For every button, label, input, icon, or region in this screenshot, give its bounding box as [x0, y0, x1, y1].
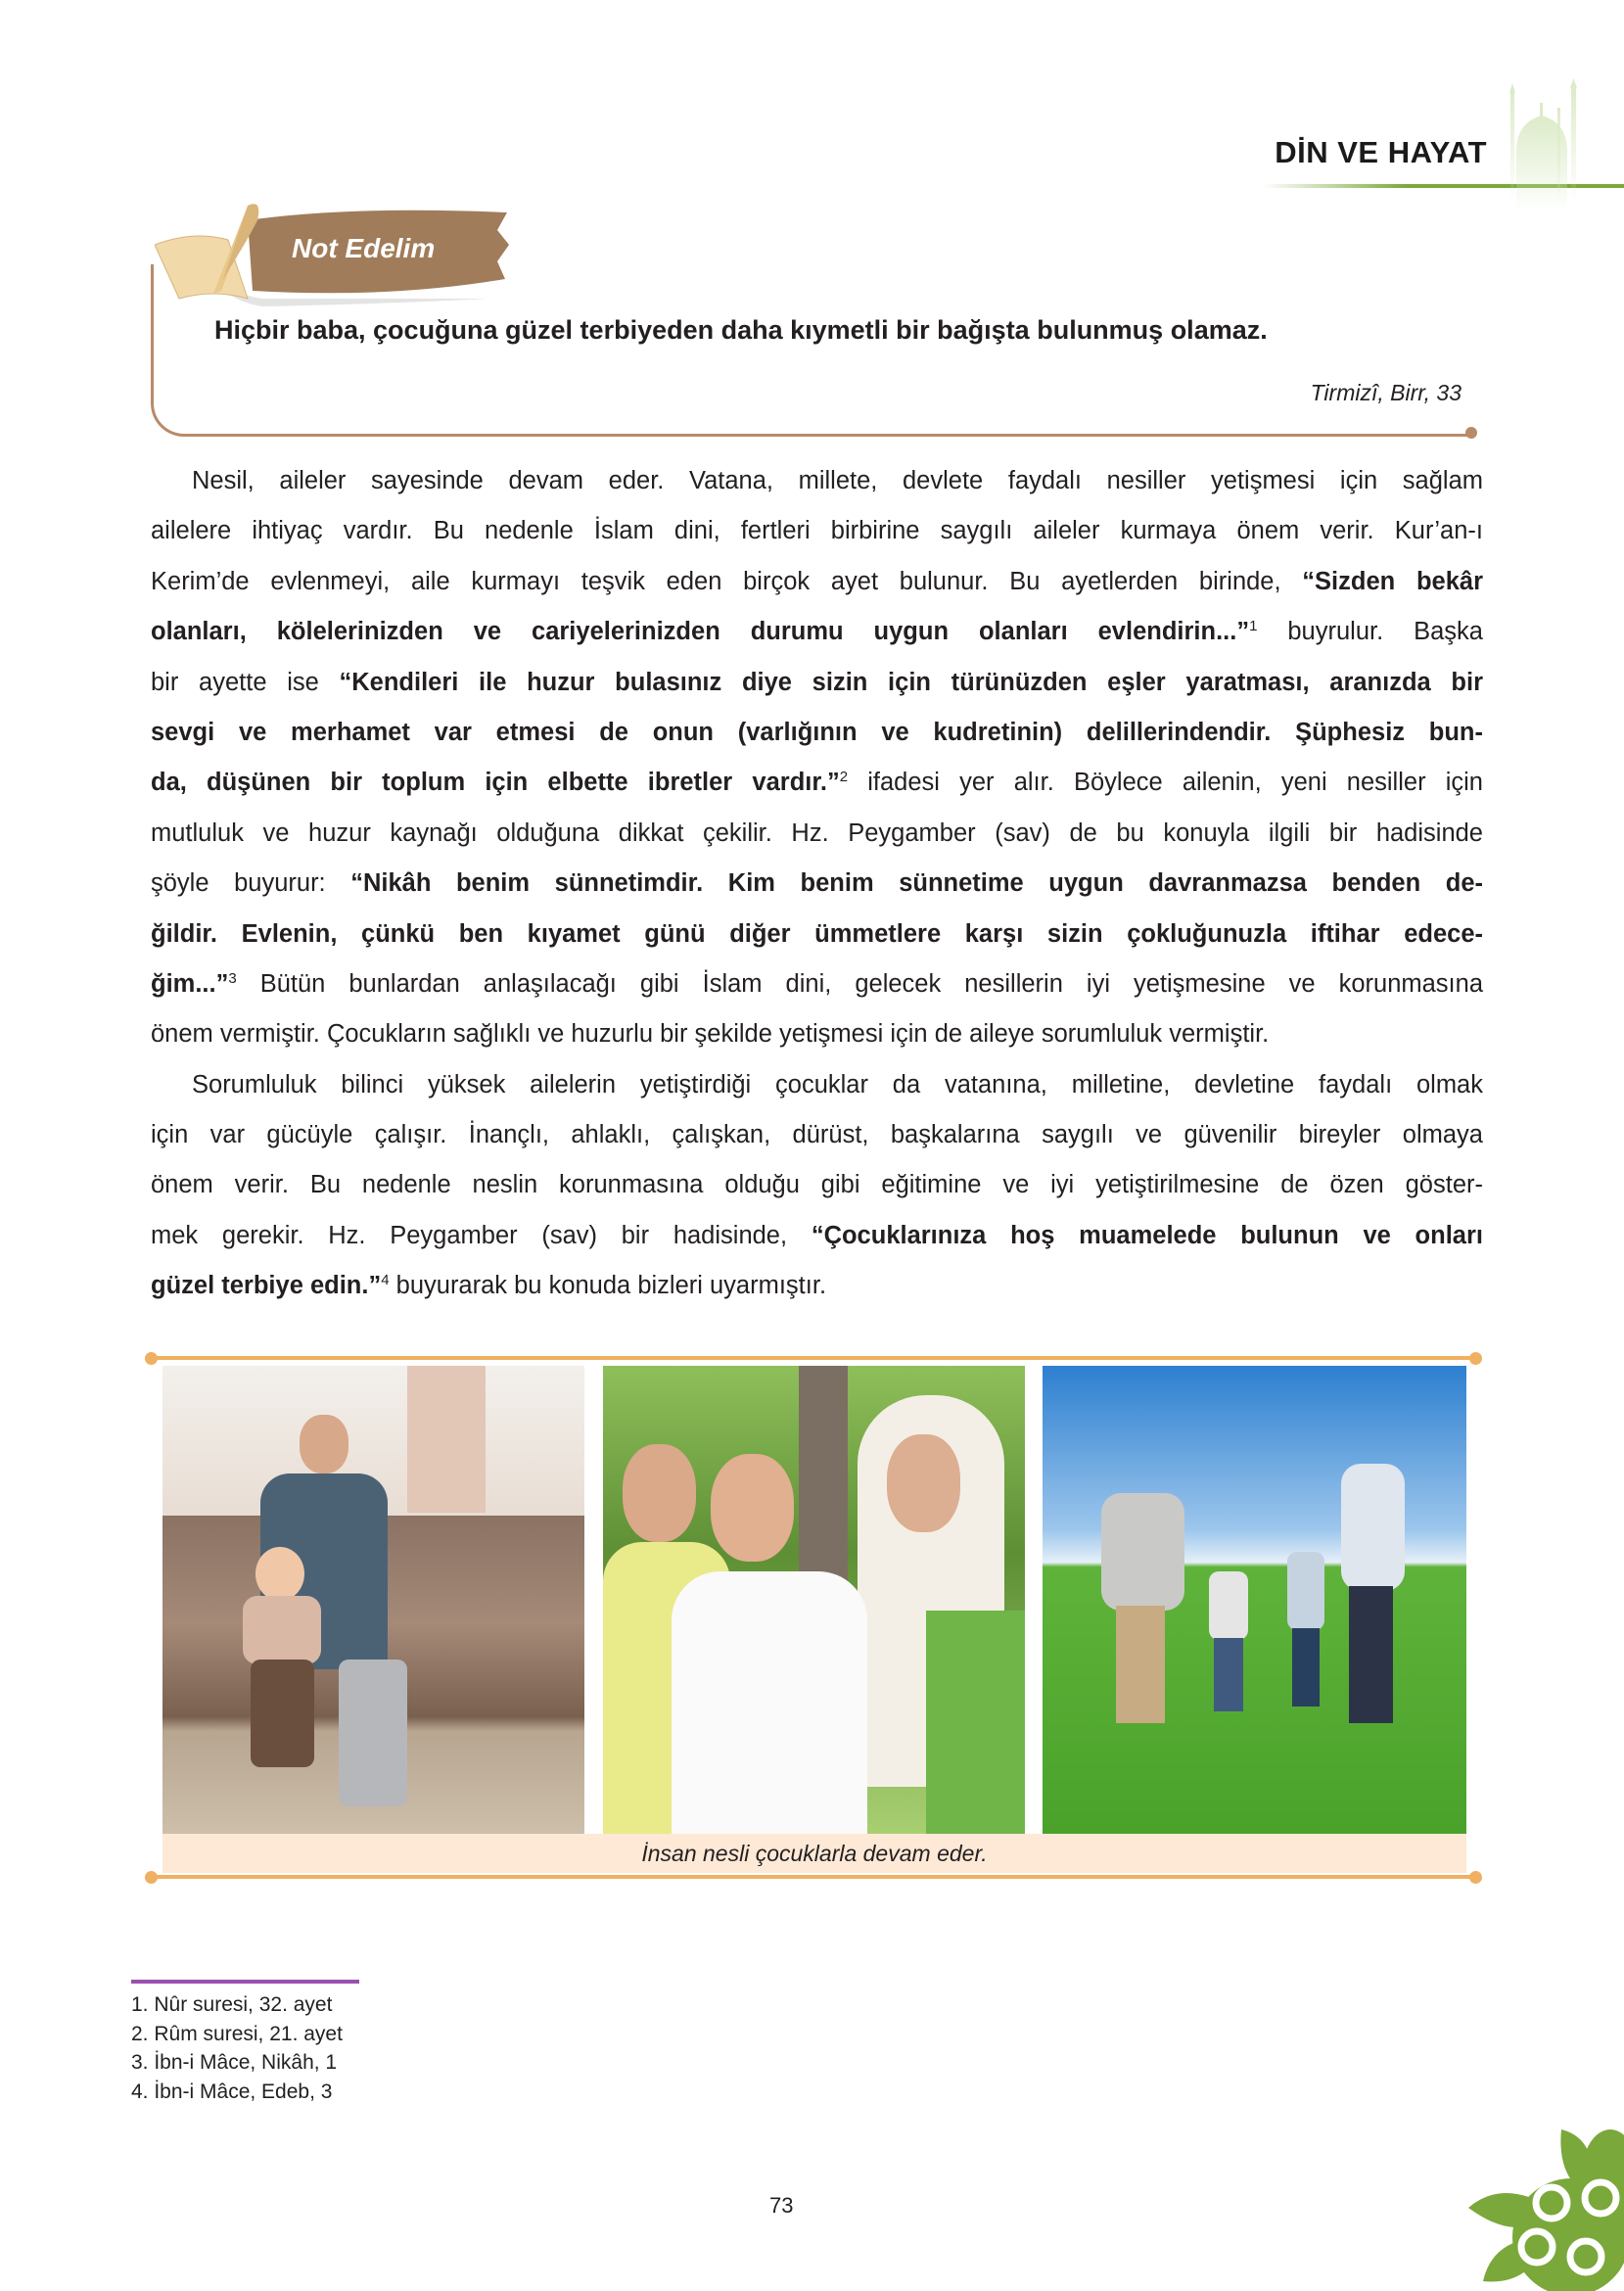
note-label-text: Not Edelim — [292, 233, 436, 263]
note-citation: Tirmizî, Birr, 33 — [1310, 380, 1462, 405]
text-run: buyurarak bu konuda bizleri uyarmıştır. — [389, 1272, 827, 1300]
text-run: önem vermiştir. Çocukların sağlıklı ve huzurlu bir şekilde yetişmesi için de aileye sorumluluk vermiştir. — [151, 1020, 1270, 1049]
text-run: Bütün bunlardan anlaşılacağı gibi İslam dini, gelecek nesillerin iyi yetişmesine ve korunmasına — [236, 969, 1483, 998]
quoted-verse-text: ğim...” — [151, 969, 229, 998]
paragraph-line — [151, 1211, 1483, 1261]
paragraph-line — [151, 758, 1483, 808]
mosque-silhouette-icon — [1503, 78, 1591, 210]
text-run: ailelere ihtiyaç vardır. Bu nedenle İslam dini, fertleri birbirine saygılı aileler kurmaya önem verir. Kur’an-ı — [151, 517, 1483, 545]
father-with-baby-photo — [162, 1366, 584, 1834]
text-run: Kerim’de evlenmeyi, aile kurmayı teşvik eden birçok ayet bulunur. Bu ayetlerden birinde, — [151, 567, 1303, 595]
quoted-verse-text: ğildir. Evlenin, çünkü ben kıyamet günü diğer ümmetlere karşı sizin çokluğunuzla iftihar edece- — [151, 919, 1483, 948]
paragraph-line — [151, 506, 1483, 556]
figure-bottom-rule — [151, 1875, 1475, 1879]
quoted-verse-text: sevgi ve merhamet var etmesi de onun (varlığının ve kudretinin) delillerindendir. Şüphesiz bun- — [151, 718, 1483, 746]
quoted-verse-text: “Çocuklarınıza hoş muamelede bulunun ve onları — [811, 1221, 1483, 1249]
text-run: için var gücüyle çalışır. İnançlı, ahlaklı, çalışkan, dürüst, başkalarına saygılı ve güvenilir bireyler olmaya — [151, 1121, 1483, 1149]
paragraph-line — [151, 1110, 1483, 1160]
footnotes — [131, 1990, 343, 2106]
note-quote: Hiçbir baba, çocuğuna güzel terbiyeden daha kıymetli bir bağışta bulunmuş olamaz. — [214, 315, 1268, 345]
footnote: 4. İbn-i Mâce, Edeb, 3 — [131, 2080, 333, 2103]
figure-top-rule — [151, 1356, 1475, 1360]
paragraph-line — [151, 557, 1483, 607]
quoted-verse-text: “Nikâh benim sünnetimdir. Kim benim sünnetime uygun davranmazsa benden de- — [350, 869, 1483, 898]
text-run: mek gerekir. Hz. Peygamber (sav) bir hadisinde, — [151, 1221, 812, 1249]
footnote-ref: 2 — [839, 769, 849, 786]
text-run: mutluluk ve huzur kaynağı olduğuna dikkat çekilir. Hz. Peygamber (sav) de bu konuyla ilgili bir hadisinde — [151, 818, 1483, 847]
footnote-ref: 3 — [228, 969, 237, 987]
footnote-rule — [131, 1980, 359, 1984]
flower-ornament-icon — [1463, 2120, 1624, 2291]
paragraph-line — [151, 959, 1483, 1009]
body-text — [151, 456, 1483, 1312]
quoted-verse-text: olanları, kölelerinizden ve cariyelerinizden durumu uygun olanları evlendirin...” — [151, 618, 1250, 646]
paragraph-line — [151, 708, 1483, 758]
family-walking-in-field-photo — [1043, 1366, 1466, 1834]
footnote: 2. Rûm suresi, 21. ayet — [131, 2022, 343, 2045]
paragraph-line — [151, 1160, 1483, 1210]
footnote-ref: 4 — [381, 1272, 390, 1289]
footnote: 1. Nûr suresi, 32. ayet — [131, 1993, 333, 2016]
paragraph-line — [151, 1261, 1483, 1311]
paragraph-line — [151, 607, 1483, 657]
text-run: şöyle buyurur: — [151, 869, 351, 898]
footnote-ref: 1 — [1249, 618, 1258, 635]
text-run: Sorumluluk bilinci yüksek ailelerin yetiştirdiği çocuklar da vatanına, milletine, devletine faydalı olmak — [192, 1070, 1483, 1099]
figure-rule-dot — [145, 1871, 158, 1884]
figure-rule-dot — [1469, 1352, 1482, 1365]
text-run: önem verir. Bu nedenle neslin korunmasına olduğu gibi eğitimine ve iyi yetiştirilmesine de özen göster- — [151, 1171, 1483, 1199]
paragraph-line — [151, 1060, 1483, 1110]
quoted-verse-text: güzel terbiye edin.” — [151, 1272, 382, 1300]
quoted-verse-text: “Kendileri ile huzur bulasınız diye sizin için türünüzden eşler yaratması, aranızda bir — [339, 668, 1484, 696]
figure-rule-dot — [145, 1352, 158, 1365]
text-run: buyrulur. Başka — [1257, 618, 1483, 646]
paragraph-line — [151, 456, 1483, 506]
figure-rule-dot — [1469, 1871, 1482, 1884]
page-number: 73 — [769, 2193, 794, 2218]
text-run: Nesil, aileler sayesinde devam eder. Vatana, millete, devlete faydalı nesiller yetişmesi için sağlam — [192, 467, 1483, 494]
paragraph-line — [151, 910, 1483, 959]
paragraph-line — [151, 658, 1483, 708]
footnote: 3. İbn-i Mâce, Nikâh, 1 — [131, 2051, 338, 2075]
paragraph-line — [151, 859, 1483, 909]
paragraph-line — [151, 809, 1483, 859]
note-box-end-dot — [1465, 427, 1477, 439]
text-run: bir ayette ise — [151, 668, 340, 696]
paragraph-line — [151, 1009, 1483, 1059]
section-title: DİN VE HAYAT — [1275, 135, 1487, 169]
quoted-verse-text: da, düşünen bir toplum için elbette ibretler vardır.” — [151, 769, 840, 797]
figure-caption: İnsan nesli çocuklarla devam eder. — [162, 1834, 1466, 1873]
note-label-badge — [155, 201, 519, 308]
quoted-verse-text: “Sizden bekâr — [1302, 567, 1483, 595]
mother-with-sons-photo — [603, 1366, 1025, 1834]
text-run: ifadesi yer alır. Böylece ailenin, yeni nesiller için — [848, 769, 1483, 797]
